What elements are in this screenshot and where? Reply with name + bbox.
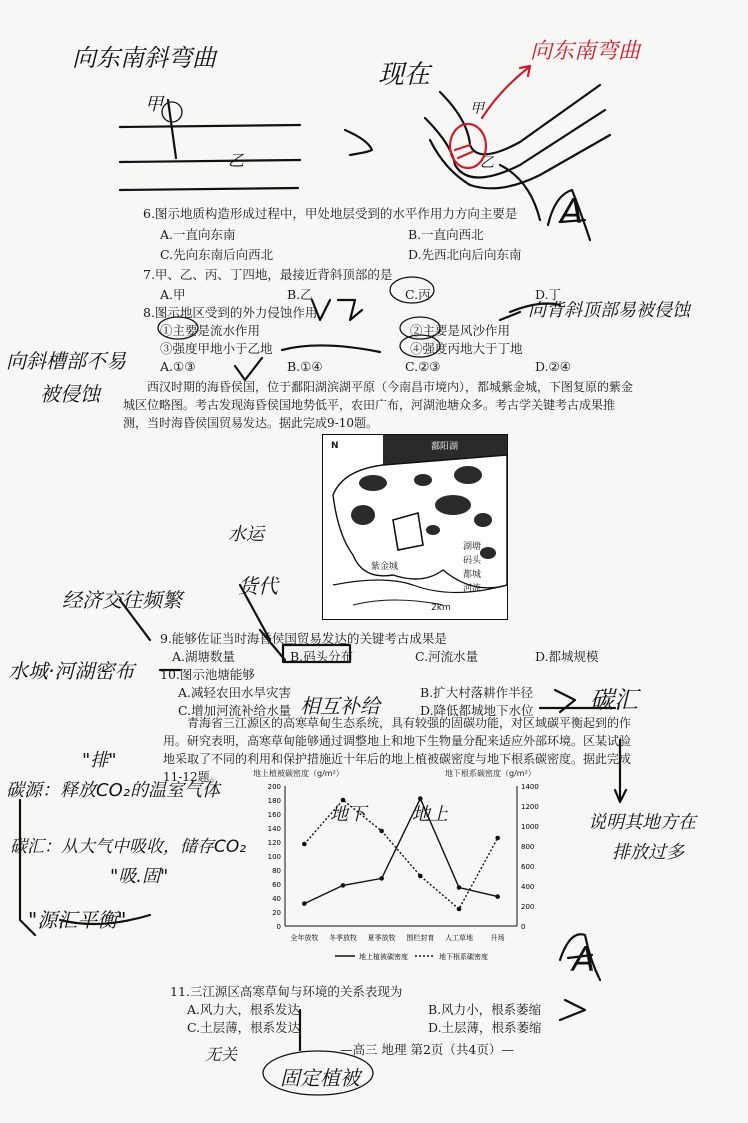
zijincheng-map [322,434,508,620]
pond-2 [414,474,432,486]
legend-dock: 码头 [463,556,482,566]
chart-left-tick-label: 200 [267,783,281,791]
pond-4 [351,505,375,525]
q7-option-d: D.丁 [535,287,562,302]
red-arrow [482,66,530,118]
carbon-density-chart [245,768,565,973]
chart-category-label: 夏季放牧 [367,934,396,942]
handwriting-huxiang: 相互补给 [300,694,380,718]
horizontal-strata-sketch [120,125,300,190]
q10-option-a: A.减轻农田水旱灾害 [178,685,292,700]
chart-point [457,885,462,890]
chart-point [457,907,462,912]
chart-right-tick-label: 1400 [521,783,539,791]
chart-category-label: 全年放牧 [290,934,319,942]
arrow-right-bottom [560,1000,585,1020]
chart-right-tick-label: 1200 [521,803,539,811]
q8-statement-2: ②主要是风沙作用 [410,323,511,338]
label-jia-left: 甲 [145,94,163,115]
legend-pond: 湖塘 [463,542,482,552]
legend-river: 河流 [463,584,482,594]
handwriting-paifang: 排放过多 [612,842,684,863]
chart-point [495,836,500,841]
chart-point [302,901,307,906]
handwriting-red-direction: 向东南弯曲 [530,39,641,64]
page-footer: —高三 地理 第2页（共4页）— [340,1042,514,1057]
q8-statement-4: ④强度丙地大于丁地 [410,341,523,356]
handwriting-shuiyun: 水运 [228,524,264,545]
chart-left-tick-label: 20 [272,909,281,917]
scale-label: 2km [431,603,451,613]
marker-line [168,100,176,158]
q6-option-d: D.先西北向后向东南 [408,247,522,262]
check-mark-b [235,358,262,380]
label-yi-right: 乙 [480,155,494,171]
label-jia-right: 甲 [470,101,484,117]
handwriting-syncline-2: 被侵蚀 [40,382,100,406]
chart-right-tick-label: 800 [521,843,535,851]
chart-legend-label-1: 地上植被碳密度 [359,953,408,961]
chart-point [418,874,423,879]
chart-right-tick-label: 400 [521,883,535,891]
chart-category-label: 冬季放牧 [329,934,357,942]
q10-option-d: D.降低都城地下水位 [420,703,534,718]
handwriting-answer-a: A [560,192,584,232]
marker-circle [162,102,182,122]
pond-5 [435,495,471,515]
chart-left-tick-label: 100 [267,853,281,861]
chart-category-label: 人工草地 [445,934,473,942]
check-mark-1 [338,300,362,320]
handwriting-trade: 经济交往频繁 [62,588,182,612]
pond-1 [359,475,387,491]
q11-option-a: A.风力大，根系发达 [187,1002,301,1017]
chart-left-tick-label: 180 [267,797,281,805]
chart-category-label: 升场 [490,934,505,942]
chart-legend-label-2: 地下根系碳密度 [439,953,488,961]
q7-option-a: A.甲 [160,287,186,302]
handwriting-now: 现在 [378,60,431,90]
chart-point [302,842,307,847]
handwriting-syncline-1: 向斜槽部不易 [6,349,126,373]
chart-right-tick-label: 0 [521,923,526,931]
chart-point [495,894,500,899]
handwriting-dishang: 地上 [412,804,448,825]
arrow-sketch [345,130,372,155]
handwriting-tanyuan: 碳源：释放CO₂的温室气体 [6,780,220,801]
chart-point [341,883,346,888]
chart-plot [245,768,565,973]
lake-label: 鄱阳湖 [431,442,459,452]
question-11: 11.三江源区高寒草甸与环境的关系表现为 [170,984,403,999]
handwriting-pai: "排" [82,750,117,771]
handwriting-huowu: 货代 [238,574,278,598]
question-8: 8.图示地区受到的外力侵蚀作用 [143,305,318,320]
chart-left-tick-label: 60 [272,881,281,889]
folded-strata-1 [440,85,600,154]
handwriting-top-left: 向东南斜弯曲 [72,44,216,72]
q6-option-b: B.一直向西北 [408,227,484,242]
handwriting-city-note: 水城·河湖密布 [8,659,135,683]
q7-option-c: C.丙 [405,287,431,302]
handwriting-tanhui-def: 碳汇：从大气中吸收，储存CO₂ [10,837,247,857]
pond-8 [480,547,496,559]
q6-option-a: A.一直向东南 [160,227,236,242]
handwriting-wuguan: 无关 [205,1045,238,1064]
chart-left-tick-label: 140 [267,825,281,833]
chart-y-right-label: 地下根系碳密度（g/m²） [445,769,536,778]
q6-option-c: C.先向东南后向西北 [160,247,274,262]
chart-point [379,829,384,834]
q9-option-a: A.湖塘数量 [172,649,236,664]
chart-right-tick-label: 1000 [521,823,539,831]
q9-option-c: C.河流水量 [415,649,479,664]
q9-option-d: D.都城规模 [535,649,599,664]
q11-option-b: B.风力小，根系萎缩 [428,1002,542,1017]
passage-haihun: 西汉时期的海昏侯国，位于鄱阳湖滨湖平原（今南昌市境内），都城紫金城，下图复原的紫金城区位略图。考古发现海昏侯国地势低平，农田广布，河湖池塘众多。考古学关键考古成果推测，当时海昏侯国贸易发达。据此完成9-10题。 [123,380,634,430]
legend-capital: 都城 [463,570,482,580]
q11-option-d: D.土层薄，根系萎缩 [428,1020,542,1035]
handwriting-yuanhui: "源汇平衡" [28,908,127,932]
chart-point [379,876,384,881]
pond-7 [426,525,440,535]
q8-choice-b: B.①④ [287,359,323,374]
strike-through [282,345,380,352]
chart-y-left-label: 地上植被碳密度（g/m²） [253,769,344,778]
chart-category-label: 围栏封育 [406,934,435,942]
q9-option-b: B.码头分布 [290,649,354,664]
red-ticks [455,145,472,158]
q8-statement-1: ①主要是流水作用 [160,323,261,338]
question-9: 9.能够佐证当时海昏侯国贸易发达的关键考古成果是 [160,631,447,646]
handwriting-guding: 固定植被 [280,1066,360,1090]
q7-option-b: B.乙 [287,287,313,302]
handwriting-answer-a-2: A [572,940,596,980]
chart-right-tick-label: 600 [521,863,535,871]
handwriting-dixia: 地下 [330,804,366,825]
pond-3 [454,466,482,484]
chart-left-tick-label: 40 [272,895,281,903]
city-label: 紫金城 [371,562,399,572]
q11-option-c: C.土层薄，根系发达 [187,1020,301,1035]
q8-choice-c: C.②③ [405,359,441,374]
chart-right-tick-label: 200 [521,903,535,911]
q10-option-c: C.增加河流补给水量 [178,703,292,718]
chart-left-tick-label: 160 [267,811,281,819]
handwriting-anticline: 向背斜顶部易被侵蚀 [528,300,690,321]
chart-left-tick-label: 0 [276,923,281,931]
q8-statement-3: ③强度甲地小于乙地 [160,341,273,356]
chart-left-tick-label: 80 [272,867,281,875]
north-arrow: N [331,441,339,451]
q10-option-b: B.扩大村落耕作半径 [420,685,534,700]
q8-choice-a: A.①③ [160,359,196,374]
handwriting-xigu: "吸.固" [110,866,169,887]
pond-6 [474,513,492,527]
handwriting-shuoming: 说明其地方在 [588,812,696,833]
handwriting-tanhui: 碳汇 [590,686,638,714]
question-7: 7.甲、乙、丙、丁四地，最接近背斜顶部的是 [143,267,393,282]
question-6: 6.图示地质构造形成过程中，甲处地层受到的水平作用力方向主要是 [143,206,518,221]
question-10: 10.图示池塘能够 [160,667,255,682]
q8-choice-d: D.②④ [535,359,571,374]
passage-sanjiangyuan: 青海省三江源区的高寒草甸生态系统，具有较强的固碳功能，对区域碳平衡起到的作用。研究表明，高寒草甸能够通过调整地上和地下生物量分配来适应外部环境。区某试验地采取了不同的利用和保护措施近十年后的地上植被碳密度与地下根系碳密度。据此完成11-12题。 [163,716,632,784]
label-yi-left: 乙 [228,151,245,170]
chart-left-tick-label: 120 [267,839,281,847]
river-2 [353,600,443,605]
